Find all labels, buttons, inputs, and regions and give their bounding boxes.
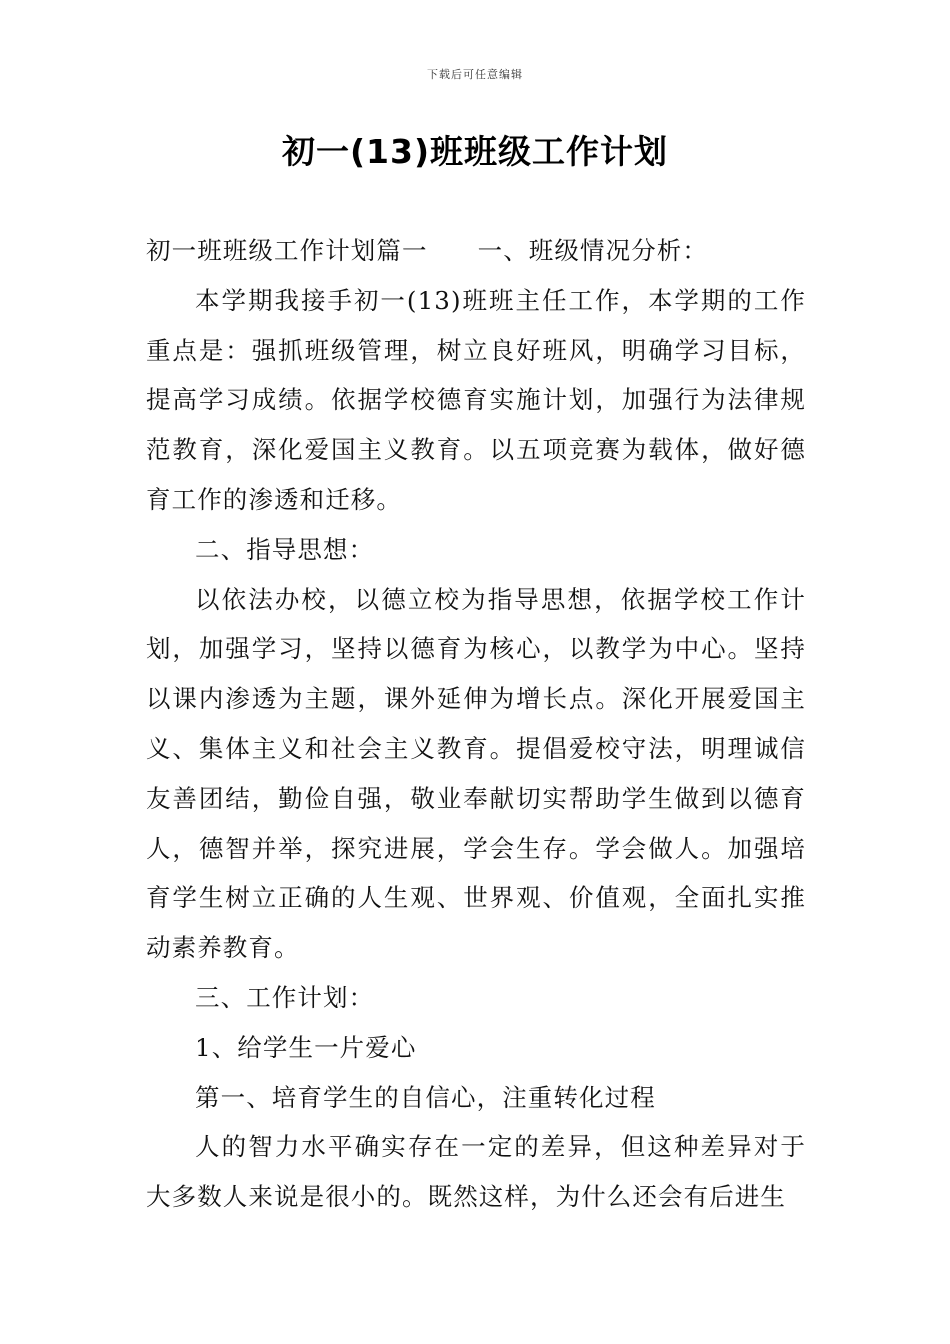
paragraph-intelligence: 人的智力水平确实存在一定的差异，但这种差异对于大多数人来说是很小的。既然这样，为什么还会有后进生 — [146, 1132, 806, 1212]
section-heading-1: 一、班级情况分析： — [477, 236, 709, 265]
document-body — [146, 226, 806, 1222]
document-title: 初一(13)班班级工作计划 — [281, 132, 669, 171]
paragraph-intro: 本学期我接手初一(13)班班主任工作，本学期的工作重点是：强抓班级管理，树立良好班风，明确学习目标，提高学习成绩。依据学校德育实施计划，加强行为法律规范教育，深化爱国主义教育。以五项竞赛为载体，做好德育工作的渗透和迁移。 — [146, 285, 806, 514]
paragraph-guiding-thought: 以依法办校，以德立校为指导思想，依据学校工作计划，加强学习，坚持以德育为核心，以教学为中心。坚持以课内渗透为主题，课外延伸为增长点。深化开展爱国主义、集体主义和社会主义教育。提倡爱校守法，明理诚信友善团结，勤俭自强，敬业奉献切实帮助学生做到以德育人，德智并举，探究进展，学会生存。学会做人。加强培育学生树立正确的人生观、世界观、价值观，全面扎实推动素养教育。 — [146, 584, 806, 963]
section-heading-line — [146, 226, 806, 276]
subheading-first: 第一、培育学生的自信心，注重转化过程 — [195, 1082, 656, 1112]
header-note: 下载后可任意编辑 — [427, 68, 523, 81]
subheading-1: 1、给学生一片爱心 — [195, 1032, 417, 1062]
section-heading-2: 二、指导思想： — [195, 534, 375, 564]
plan-subtitle: 初一班班级工作计划篇一 — [146, 236, 428, 265]
section-heading-3: 三、工作计划： — [195, 982, 375, 1012]
